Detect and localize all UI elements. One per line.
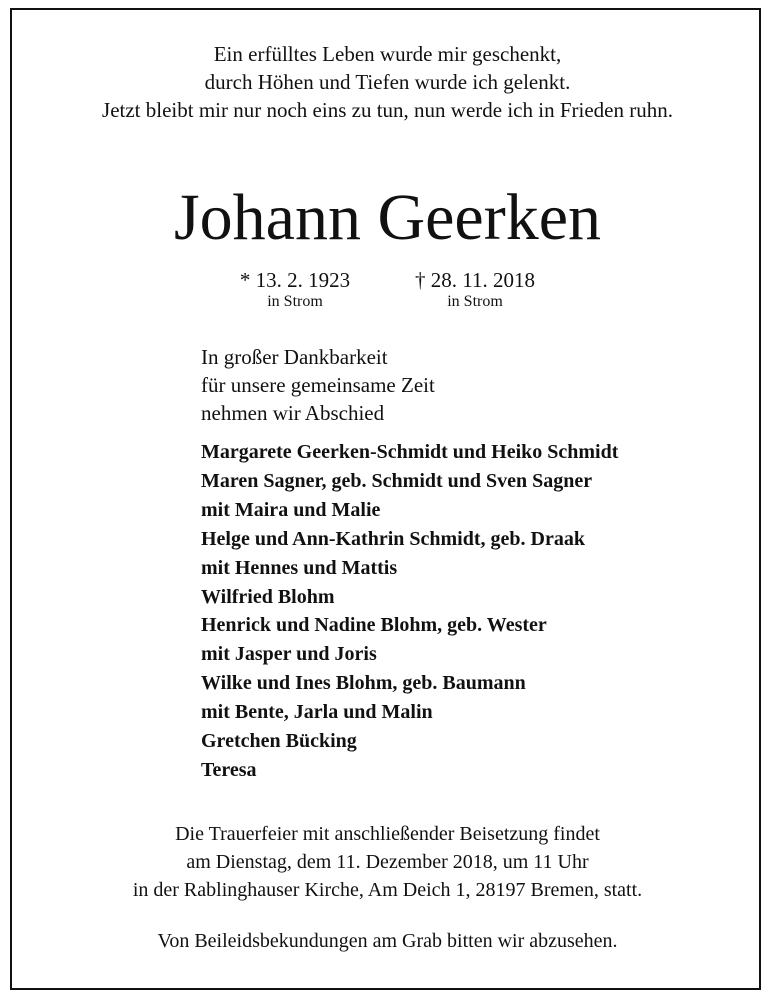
mourner-line: Wilke und Ines Blohm, geb. Baumann	[201, 672, 526, 695]
poem-line: durch Höhen und Tiefen wurde ich gelenkt.	[204, 70, 571, 94]
service-line: in der Rablinghauser Kirche, Am Deich 1, 28197 Bremen, statt.	[132, 879, 643, 901]
mourner-line: Henrick und Nadine Blohm, geb. Wester	[201, 614, 547, 637]
service-line: Die Trauerfeier mit anschließender Beisetzung findet	[175, 823, 600, 845]
mourner-line: mit Maira und Malie	[201, 498, 381, 521]
farewell-line: In großer Dankbarkeit	[201, 345, 388, 369]
farewell-line: nehmen wir Abschied	[201, 401, 385, 425]
birth-date: * 13. 2. 1923	[239, 268, 351, 292]
farewell-text	[201, 343, 435, 427]
poem-line: Ein erfülltes Leben wurde mir geschenkt,	[213, 42, 562, 66]
life-dates	[0, 268, 775, 318]
poem-line: Jetzt bleibt mir nur noch eins zu tun, nun werde ich in Frieden ruhn.	[102, 98, 673, 122]
birth-place: in Strom	[267, 293, 323, 310]
mourner-line: Wilfried Blohm	[201, 585, 335, 608]
service-line: am Dienstag, dem 11. Dezember 2018, um 11 Uhr	[186, 851, 589, 873]
deceased-name: Johann Geerken	[173, 181, 601, 254]
farewell-line: für unsere gemeinsame Zeit	[201, 373, 435, 397]
death-info	[395, 268, 555, 312]
death-place: in Strom	[447, 293, 503, 310]
memorial-poem	[0, 40, 775, 124]
mourner-line: Teresa	[201, 758, 257, 781]
condolence-note: Von Beileidsbekundungen am Grab bitten wir abzusehen.	[157, 930, 618, 952]
death-date: † 28. 11. 2018	[415, 268, 535, 292]
mourner-line: mit Jasper und Joris	[201, 643, 377, 666]
mourner-line: Gretchen Bücking	[201, 730, 357, 753]
mourner-line: Maren Sagner, geb. Schmidt und Sven Sagner	[201, 469, 593, 492]
mourner-line: mit Bente, Jarla und Malin	[201, 701, 433, 724]
mourner-line: mit Hennes und Mattis	[201, 556, 398, 579]
mourner-line: Helge und Ann-Kathrin Schmidt, geb. Draak	[201, 527, 585, 550]
birth-info	[220, 268, 370, 312]
funeral-service-info	[0, 820, 775, 904]
mourner-line: Margarete Geerken-Schmidt und Heiko Schmidt	[201, 441, 619, 463]
mourners-list	[201, 438, 618, 785]
